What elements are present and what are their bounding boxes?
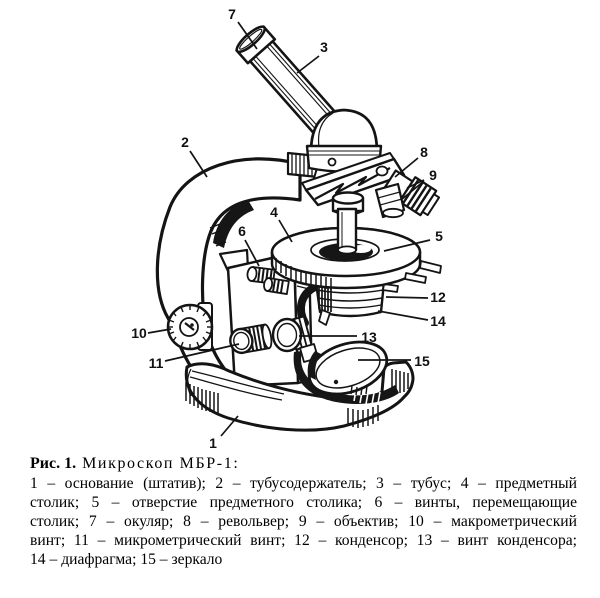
objective-front-barrel (338, 209, 356, 254)
legend-line: винт; 11 – микрометрический винт; 12 – конденсор; 13 – винт конденсора; (30, 532, 577, 549)
part-label-10: 10 (131, 325, 147, 341)
part-label-1: 1 (209, 435, 217, 451)
mirror-pivot (334, 380, 338, 384)
part-label-12: 12 (430, 289, 446, 305)
part-label-8: 8 (420, 144, 428, 160)
legend-line: столик; 7 – окуляр; 8 – револьвер; 9 – объектив; 10 – макрометрический (30, 513, 577, 530)
part-label-9: 9 (429, 167, 437, 183)
part-label-3: 3 (320, 39, 328, 55)
part-label-6: 6 (238, 223, 246, 239)
part-label-5: 5 (435, 228, 443, 244)
figure-title: Микроскоп МБР-1: (82, 455, 240, 472)
part-label-14: 14 (430, 313, 446, 329)
figure-number: Рис. 1. (30, 455, 77, 472)
part-label-11: 11 (148, 355, 164, 371)
macro-knob (168, 303, 212, 350)
part-label-4: 4 (270, 204, 278, 220)
collar-screw (329, 159, 336, 166)
part-label-15: 15 (414, 353, 430, 369)
part-label-13: 13 (361, 329, 377, 345)
part-label-7: 7 (228, 6, 236, 22)
part-label-2: 2 (181, 134, 189, 150)
figure-legend (30, 474, 577, 569)
diaphragm-lever (319, 310, 330, 325)
legend-line: 1 – основание (штатив); 2 – тубусодержатель; 3 – тубус; 4 – предметный (30, 475, 577, 492)
objective-middle (376, 184, 404, 217)
figure-caption (30, 454, 577, 569)
stage-pin-lower (405, 273, 426, 283)
stage-pin-upper (420, 261, 441, 273)
caption-heading (30, 454, 577, 474)
legend-line: 14 – диафрагма; 15 – зеркало (30, 551, 223, 568)
legend-line: столик; 5 – отверстие предметного столика; 6 – винты, перемещающие (30, 494, 577, 511)
